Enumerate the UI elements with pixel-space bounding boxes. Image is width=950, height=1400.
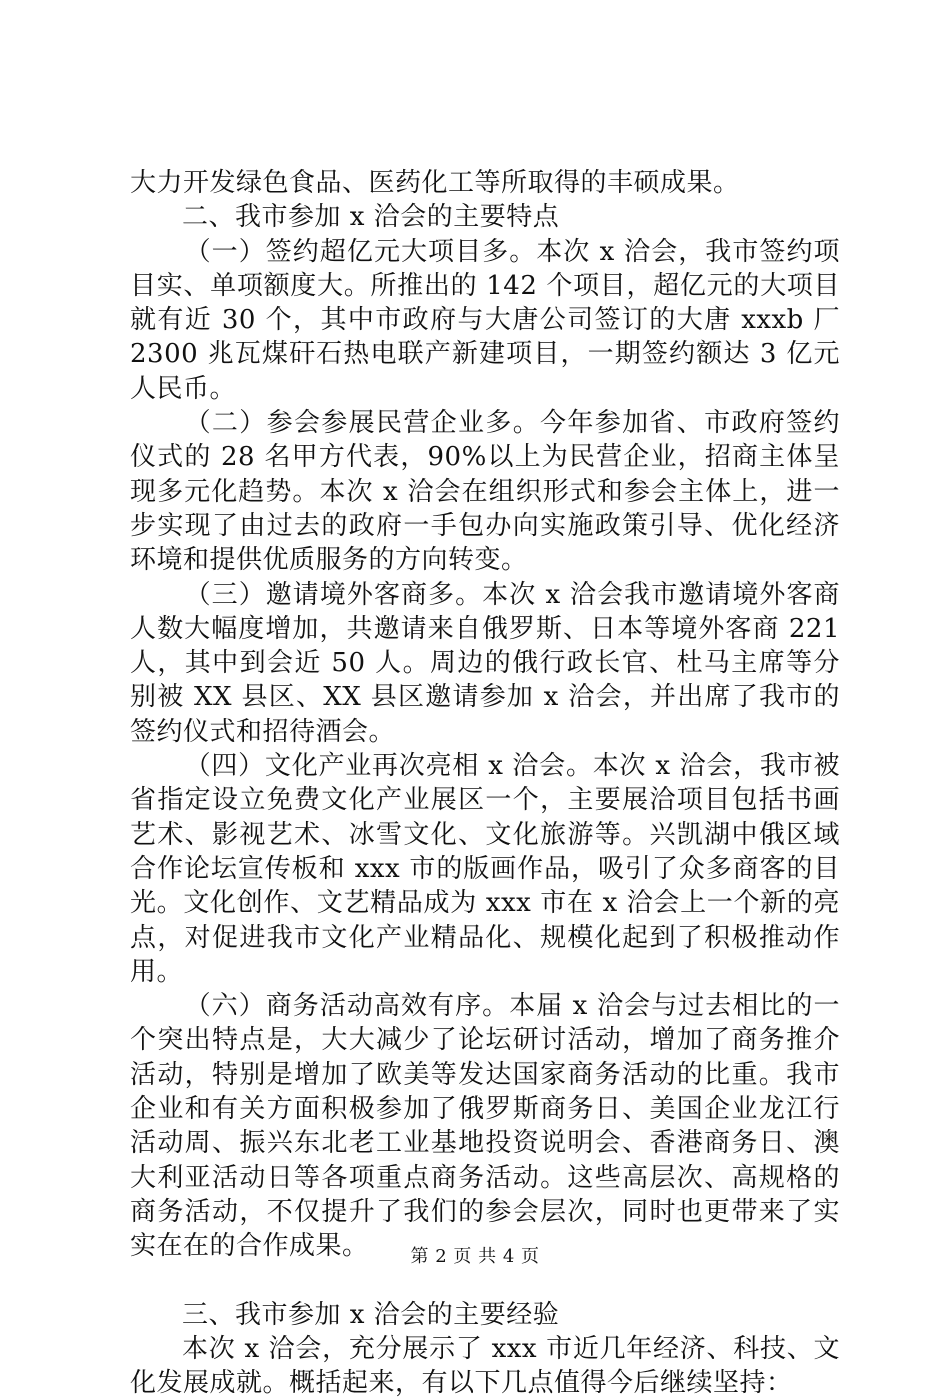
paragraph-item-4: （四）文化产业再次亮相 x 洽会。本次 x 洽会，我市被省指定设立免费文化产业展区一个，主要展洽项目包括书画艺术、影视艺术、冰雪文化、文化旅游等。兴凯湖中俄区域合作论坛宣传板和 xxx 市的版画作品，吸引了众多商客的目光。文化创作、文艺精品成为 xxx 市在 x 洽会上一个新的亮点，对促进我市文化产业精品化、规模化起到了积极推动作用。	[130, 751, 840, 987]
paragraph-spacer	[130, 1264, 840, 1298]
paragraph-item-1: （一）签约超亿元大项目多。本次 x 洽会，我市签约项目实、单项额度大。所推出的 142 个项目，超亿元的大项目就有近 30 个，其中市政府与大唐公司签订的大唐 xxxb 厂 2300 兆瓦煤矸石热电联产新建项目，一期签约额达 3 亿元人民币。	[130, 236, 840, 404]
page-number-footer: 第 2 页 共 4 页	[410, 1246, 540, 1267]
section-heading-2: 二、我市参加 x 洽会的主要特点	[182, 202, 560, 233]
paragraph-continuation: 大力开发绿色食品、医药化工等所取得的丰硕成果。	[130, 168, 740, 198]
section-heading-3: 三、我市参加 x 洽会的主要经验	[182, 1299, 560, 1330]
paragraph-item-6: （六）商务活动高效有序。本届 x 洽会与过去相比的一个突出特点是，大大减少了论坛研讨活动，增加了商务推介活动，特别是增加了欧美等发达国家商务活动的比重。我市企业和有关方面积极参加了俄罗斯商务日、美国企业龙江行活动周、振兴东北老工业基地投资说明会、香港商务日、澳大利亚活动日等各项重点商务活动。这些高层次、高规格的商务活动，不仅提升了我们的参会层次，同时也更带来了实实在在的合作成果。	[130, 991, 840, 1262]
document-body	[130, 166, 840, 1400]
paragraph-item-3: （三）邀请境外客商多。本次 x 洽会我市邀请境外客商人数大幅度增加，共邀请来自俄罗斯、日本等境外客商 221 人，其中到会近 50 人。周边的俄行政长官、杜马主席等分别被 XX 县区、XX 县区邀请参加 x 洽会，并出席了我市的签约仪式和招待酒会。	[130, 579, 840, 747]
paragraph-item-2: （二）参会参展民营企业多。今年参加省、市政府签约仪式的 28 名甲方代表，90%以上为民营企业，招商主体呈现多元化趋势。本次 x 洽会在组织形式和参会主体上，进一步实现了由过去的政府一手包办向实施政策引导、优化经济环境和提供优质服务的方向转变。	[130, 408, 840, 576]
paragraph-summary: 本次 x 洽会，充分展示了 xxx 市近几年经济、科技、文化发展成就。概括起来，有以下几点值得今后继续坚持：	[130, 1333, 840, 1399]
